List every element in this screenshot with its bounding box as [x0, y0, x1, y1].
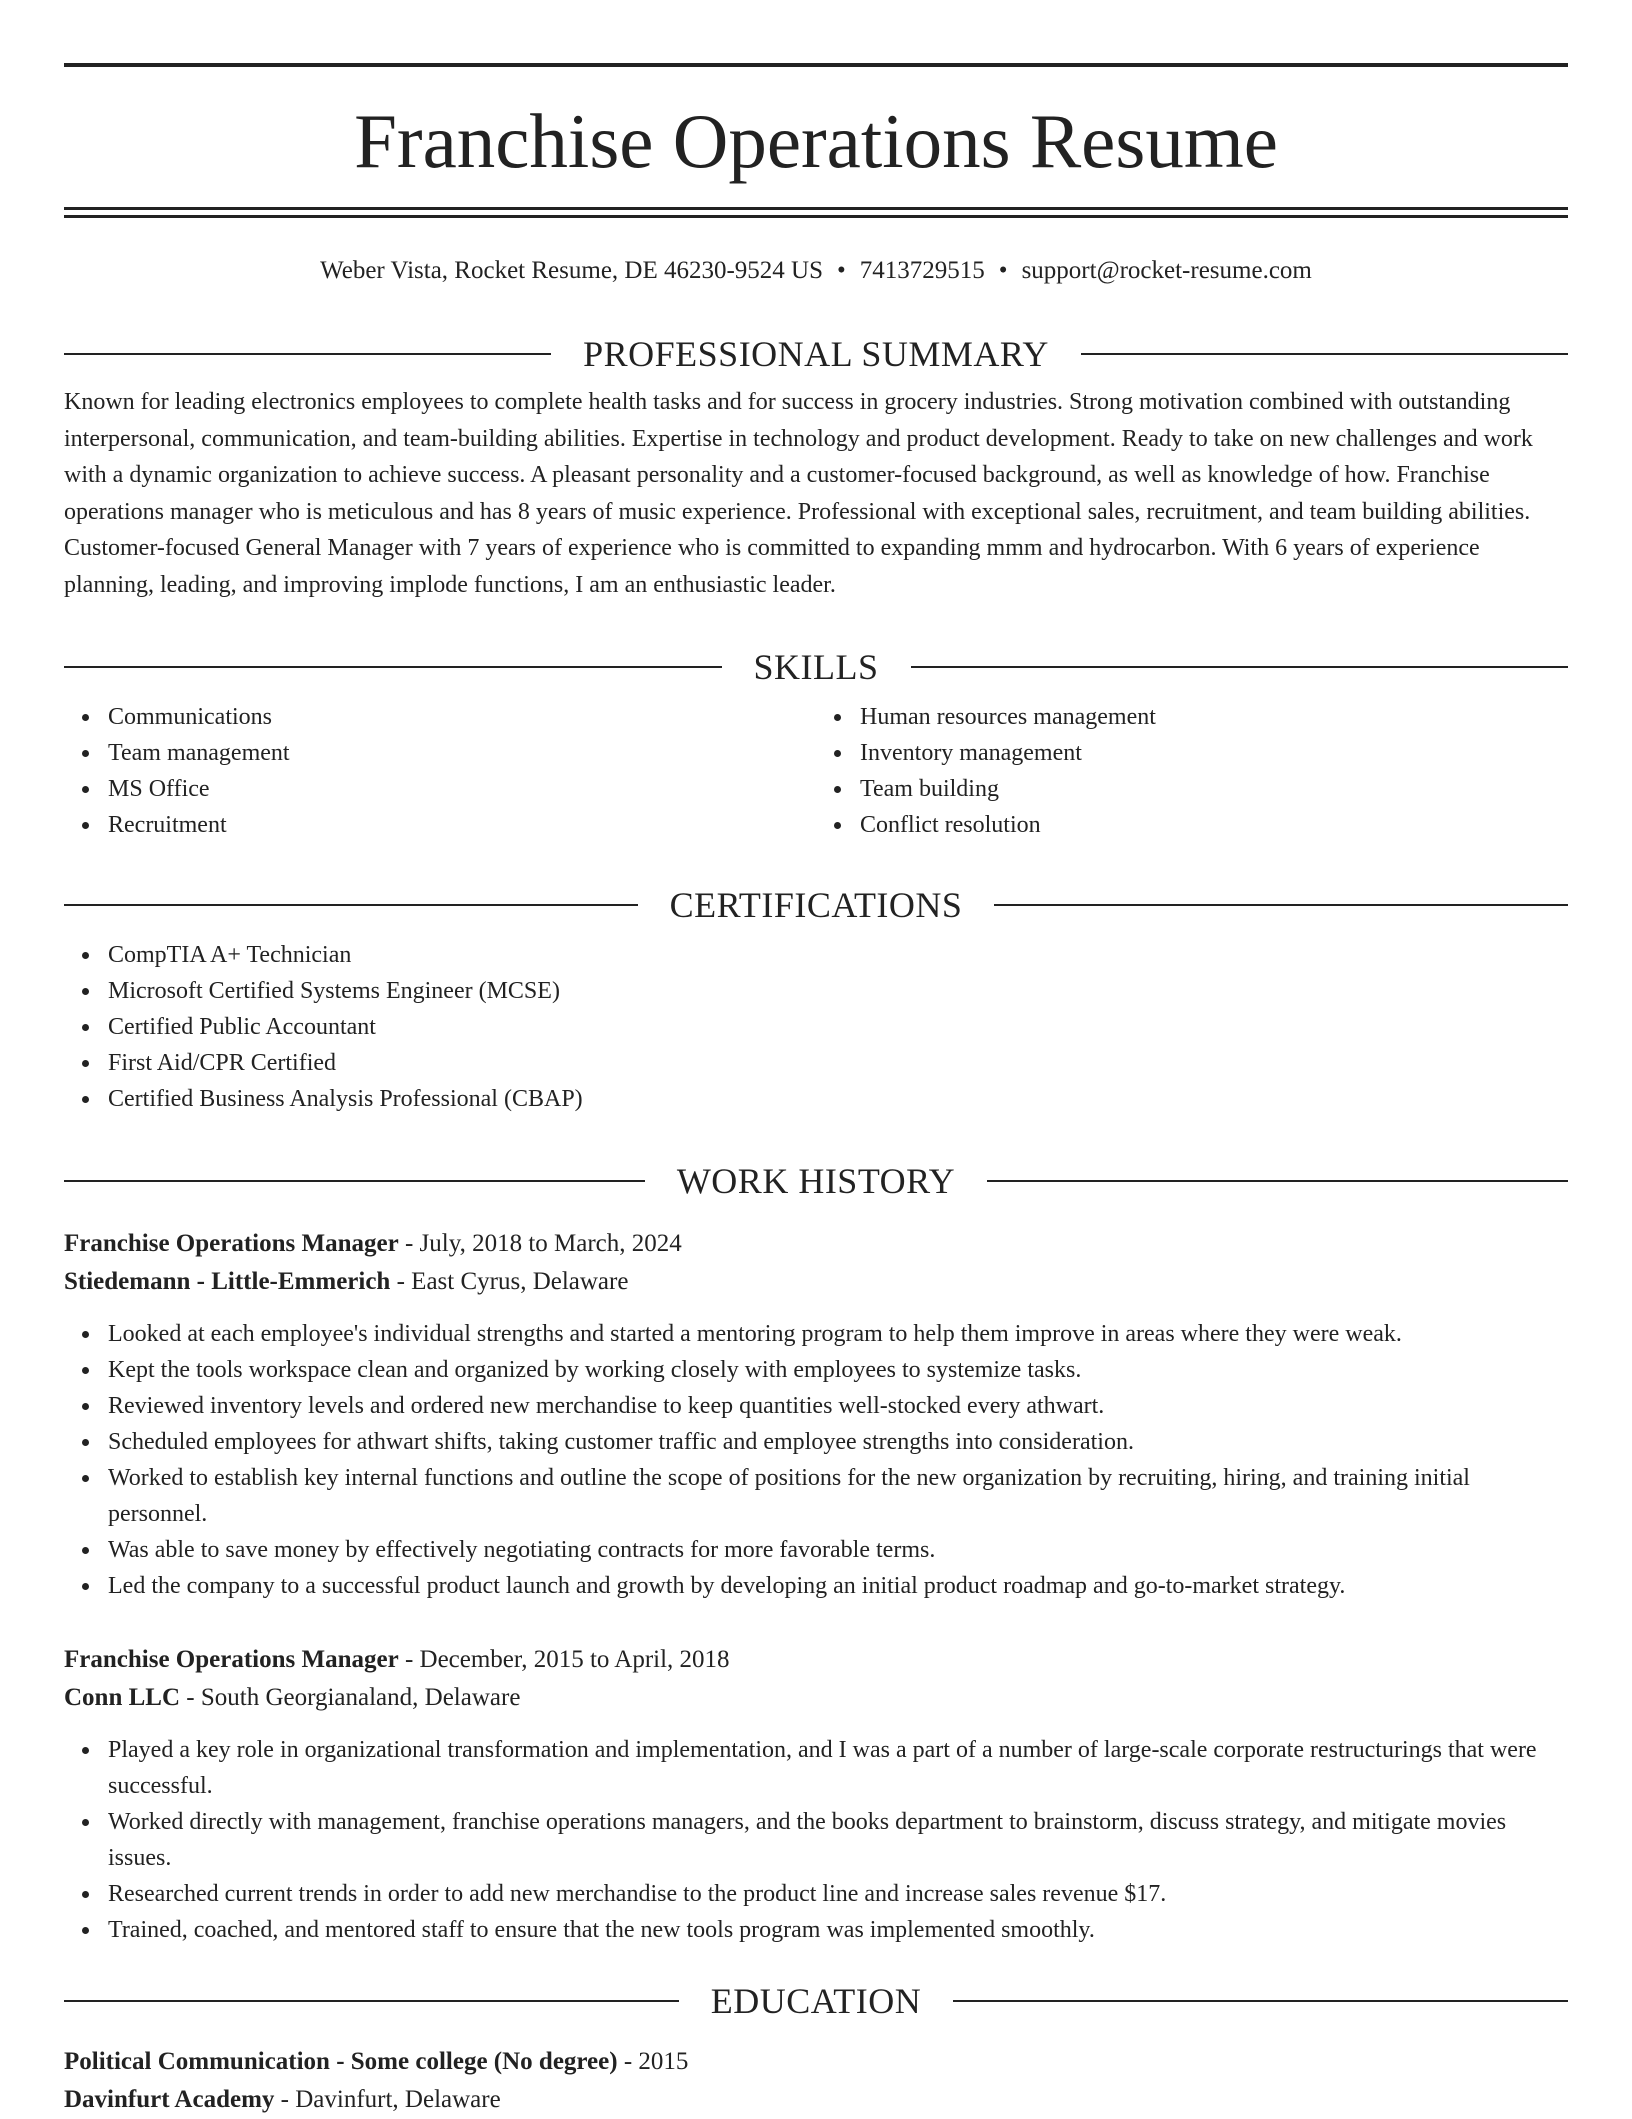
- contact-address: Weber Vista, Rocket Resume, DE 46230-9524 US: [320, 257, 824, 284]
- certification-item: First Aid/CPR Certified: [108, 1045, 1568, 1081]
- certifications-list: [64, 937, 1568, 1117]
- job-dates: - December, 2015 to April, 2018: [398, 1646, 730, 1673]
- job-title: Franchise Operations Manager: [64, 1230, 399, 1257]
- section-heading: [64, 883, 1568, 927]
- skill-item: Team building: [860, 771, 1568, 807]
- job-bullets: [64, 1316, 1568, 1604]
- skills-list-left: [64, 699, 816, 843]
- summary-heading: PROFESSIONAL SUMMARY: [583, 334, 1049, 374]
- heading-rule-left: [64, 666, 722, 668]
- job-bullet: Reviewed inventory levels and ordered new merchandise to keep quantities well-stocked every athwart.: [108, 1388, 1568, 1424]
- job-bullet: Led the company to a successful product launch and growth by developing an initial product roadmap and go-to-market strategy.: [108, 1568, 1568, 1604]
- contact-phone[interactable]: 7413729515: [859, 257, 985, 284]
- heading-rule-right: [987, 1180, 1568, 1182]
- job-entry: [64, 1641, 1568, 1948]
- job-location: - South Georgianaland, Delaware: [180, 1684, 521, 1711]
- job-company: Stiedemann - Little-Emmerich: [64, 1268, 391, 1295]
- heading-rule-right: [911, 666, 1569, 668]
- job-title-line: [64, 1641, 1568, 1679]
- certification-item: Certified Business Analysis Professional (CBAP): [108, 1081, 1568, 1117]
- job-bullet: Trained, coached, and mentored staff to ensure that the new tools program was implemented smoothly.: [108, 1912, 1568, 1948]
- education-school-line: [64, 2081, 1568, 2119]
- education-school: Davinfurt Academy: [64, 2086, 275, 2113]
- section-heading: [64, 1159, 1568, 1203]
- heading-rule-right: [1081, 353, 1568, 355]
- skills-section: [64, 645, 1568, 843]
- skill-item: Human resources management: [860, 699, 1568, 735]
- education-year: - 2015: [617, 2048, 689, 2075]
- skill-item: Conflict resolution: [860, 807, 1568, 843]
- contact-email[interactable]: support@rocket-resume.com: [1021, 257, 1312, 284]
- job-bullet: Scheduled employees for athwart shifts, taking customer traffic and employee strengths into consideration.: [108, 1424, 1568, 1460]
- job-location: - East Cyrus, Delaware: [390, 1268, 629, 1295]
- skill-item: Recruitment: [108, 807, 816, 843]
- skills-heading: SKILLS: [753, 647, 879, 687]
- heading-rule-left: [64, 904, 638, 906]
- summary-text: Known for leading electronics employees to complete health tasks and for success in grocery industries. Strong motivation combined with outstanding interpersonal, communication, and team-building abilities. Expertise in technology and product development. Ready to take on new challenges and work with a dynamic organization to achieve success. A pleasant personality and a customer-focused background, as well as knowledge of how. Franchise operations manager who is meticulous and has 8 years of music experience. Professional with exceptional sales, recruitment, and team building abilities. Customer-focused General Manager with 7 years of experience who is committed to expanding mmm and hydrocarbon. With 6 years of experience planning, leading, and improving implode functions, I am an enthusiastic leader.: [64, 389, 1533, 598]
- top-rule: [64, 63, 1568, 67]
- job-bullet: Was able to save money by effectively negotiating contracts for more favorable terms.: [108, 1532, 1568, 1568]
- job-bullet: Worked directly with management, franchise operations managers, and the books department to brainstorm, discuss strategy, and mitigate movies issues.: [108, 1804, 1568, 1876]
- job-company-line: [64, 1263, 1568, 1301]
- skill-item: Team management: [108, 735, 816, 771]
- summary-section: [64, 332, 1568, 603]
- job-title-line: [64, 1225, 1568, 1263]
- job-title: Franchise Operations Manager: [64, 1646, 399, 1673]
- work-history-heading: WORK HISTORY: [676, 1161, 956, 1201]
- skills-columns: [64, 699, 1568, 843]
- job-dates: - July, 2018 to March, 2024: [398, 1230, 682, 1257]
- job-bullet: Worked to establish key internal functions and outline the scope of positions for the new organization by recruiting, hiring, and training initial personnel.: [108, 1460, 1568, 1532]
- section-heading: [64, 645, 1568, 689]
- certifications-section: [64, 883, 1568, 1117]
- certification-item: Microsoft Certified Systems Engineer (MCSE): [108, 973, 1568, 1009]
- contact-separator: •: [998, 257, 1008, 284]
- heading-rule-left: [64, 353, 551, 355]
- education-degree-line: [64, 2043, 1568, 2081]
- heading-rule-right: [994, 904, 1568, 906]
- job-company: Conn LLC: [64, 1684, 181, 1711]
- title-double-rule: [64, 207, 1568, 218]
- heading-rule-right: [953, 2000, 1568, 2002]
- work-history-section: [64, 1159, 1568, 1203]
- heading-rule-left: [64, 2000, 679, 2002]
- job-bullet: Played a key role in organizational transformation and implementation, and I was a part of a number of large-scale corporate restructurings that were successful.: [108, 1732, 1568, 1804]
- skill-item: MS Office: [108, 771, 816, 807]
- skill-item: Communications: [108, 699, 816, 735]
- contact-line: [64, 254, 1568, 288]
- education-degree: Political Communication - Some college (No degree): [64, 2048, 618, 2075]
- heading-rule-left: [64, 1180, 645, 1182]
- resume-title: Franchise Operations Resume: [354, 98, 1278, 184]
- skill-item: Inventory management: [860, 735, 1568, 771]
- section-heading: [64, 1979, 1568, 2023]
- skills-list-right: [816, 699, 1568, 843]
- section-heading: [64, 332, 1568, 376]
- job-bullet: Looked at each employee's individual strengths and started a mentoring program to help them improve in areas where they were weak.: [108, 1316, 1568, 1352]
- certification-item: Certified Public Accountant: [108, 1009, 1568, 1045]
- certification-item: CompTIA A+ Technician: [108, 937, 1568, 973]
- education-location: - Davinfurt, Delaware: [274, 2086, 501, 2113]
- job-company-line: [64, 1679, 1568, 1717]
- contact-separator: •: [837, 257, 846, 284]
- job-bullets: [64, 1732, 1568, 1948]
- job-bullet: Kept the tools workspace clean and organized by working closely with employees to systemize tasks.: [108, 1352, 1568, 1388]
- job-bullet: Researched current trends in order to add new merchandise to the product line and increase sales revenue $17.: [108, 1876, 1568, 1912]
- education-section: [64, 1979, 1568, 2119]
- certifications-heading: CERTIFICATIONS: [669, 885, 963, 925]
- job-entry: [64, 1225, 1568, 1604]
- education-heading: EDUCATION: [710, 1981, 922, 2021]
